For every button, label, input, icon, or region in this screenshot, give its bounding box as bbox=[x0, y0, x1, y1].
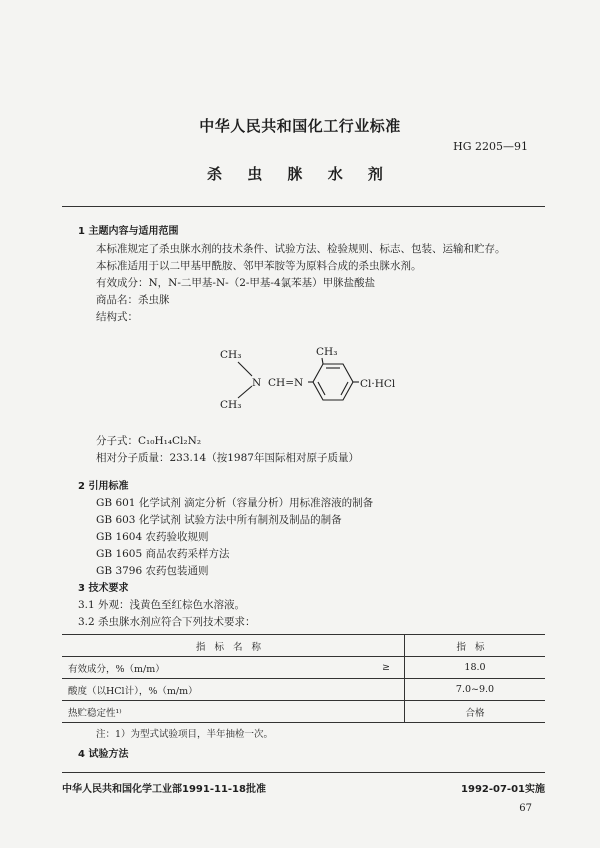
section2-heading: 2 引用标准 bbox=[78, 481, 129, 492]
trade-name: 商品名：杀虫脒 bbox=[96, 294, 170, 306]
scope-paragraph: 本标准规定了杀虫脒水剂的技术条件、试验方法、检验规则、标志、包装、运输和贮存。 bbox=[96, 243, 506, 255]
page-number: 67 bbox=[519, 803, 532, 814]
reference-item: GB 1604 农药验收规则 bbox=[96, 531, 209, 543]
amine-n-label: N bbox=[252, 377, 262, 389]
molecular-formula: 分子式：C₁₀H₁₄Cl₂N₂ bbox=[96, 435, 202, 447]
row-sign bbox=[368, 701, 405, 723]
row-value: 7.0~9.0 bbox=[405, 679, 546, 701]
chloride-hcl-label: Cl·HCl bbox=[360, 378, 396, 390]
applicability-paragraph: 本标准适用于以二甲基甲酰胺、邻甲苯胺等为原料合成的杀虫脒水剂。 bbox=[96, 260, 422, 272]
bottom-divider bbox=[62, 772, 545, 773]
structure-label: 结构式： bbox=[96, 311, 138, 323]
issuing-organization: 中华人民共和国化工行业标准 bbox=[199, 117, 401, 135]
ch3-top-label: CH₃ bbox=[220, 349, 242, 361]
ch3-bottom-label: CH₃ bbox=[220, 399, 242, 411]
n-ch3-bottom-bond bbox=[238, 386, 252, 398]
table-row bbox=[62, 657, 545, 679]
table-header-row bbox=[62, 635, 545, 657]
row-name: 酸度（以HCl计），%（m/m） bbox=[62, 679, 368, 701]
row-name: 有效成分，%（m/m） bbox=[62, 657, 368, 679]
header-indicator-value: 指标 bbox=[405, 635, 546, 657]
document-title: 杀 虫 脒 水 剂 bbox=[207, 165, 393, 183]
reference-item: GB 603 化学试剂 试验方法中所有制剂及制品的制备 bbox=[96, 514, 342, 526]
structural-formula bbox=[200, 338, 440, 418]
section1-heading: 1 主题内容与适用范围 bbox=[78, 226, 179, 237]
effective-date: 1992-07-01实施 bbox=[461, 784, 545, 795]
header-indicator-name: 指标名称 bbox=[62, 635, 405, 657]
section3-heading: 3 技术要求 bbox=[78, 583, 129, 594]
row-name: 热贮稳定性¹⁾ bbox=[62, 701, 368, 723]
reference-item: GB 601 化学试剂 滴定分析（容量分析）用标准溶液的制备 bbox=[96, 497, 374, 509]
row-value: 合格 bbox=[405, 701, 546, 723]
approval-line: 中华人民共和国化学工业部1991-11-18批准 bbox=[62, 784, 266, 795]
row-sign: ≥ bbox=[368, 657, 405, 679]
ring-methyl-bond bbox=[322, 358, 323, 364]
molecular-mass: 相对分子质量：233.14（按1987年国际相对原子质量） bbox=[96, 452, 359, 464]
appearance-requirement: 3.1 外观：浅黄色至红棕色水溶液。 bbox=[78, 599, 246, 611]
reference-item: GB 1605 商品农药采样方法 bbox=[96, 548, 230, 560]
row-value: 18.0 bbox=[405, 657, 546, 679]
benzene-ring bbox=[313, 364, 353, 400]
active-ingredient: 有效成分：N，N-二甲基-N-（2-甲基-4氯苯基）甲脒盐酸盐 bbox=[96, 277, 376, 289]
methine-chain-label: CH=N bbox=[268, 377, 304, 389]
technical-requirement-intro: 3.2 杀虫脒水剂应符合下列技术要求： bbox=[78, 616, 256, 628]
technical-spec-table bbox=[62, 634, 545, 723]
table-row bbox=[62, 679, 545, 701]
table-footnote: 注：1）为型式试验项目，半年抽检一次。 bbox=[96, 729, 274, 740]
top-divider bbox=[62, 206, 545, 207]
standard-code: HG 2205—91 bbox=[453, 140, 528, 153]
table-row bbox=[62, 701, 545, 723]
section4-heading: 4 试验方法 bbox=[78, 749, 129, 760]
ring-ch3-label: CH₃ bbox=[316, 346, 338, 358]
reference-item: GB 3796 农药包装通则 bbox=[96, 565, 209, 577]
row-sign bbox=[368, 679, 405, 701]
n-ch3-top-bond bbox=[238, 362, 252, 376]
